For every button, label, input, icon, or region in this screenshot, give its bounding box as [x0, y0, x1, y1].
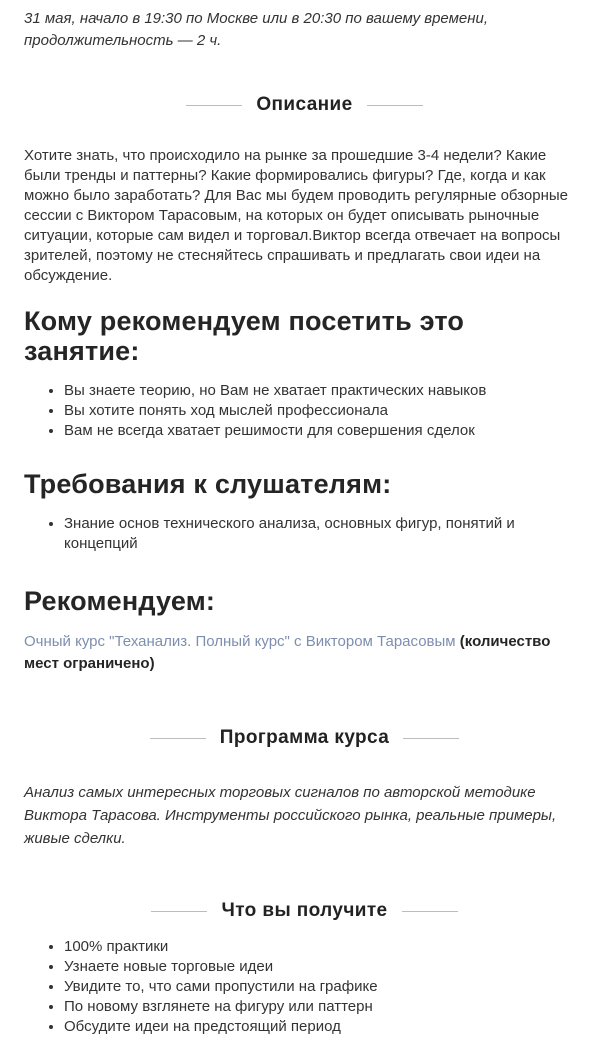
list-item: • Увидите то, что сами пропустили на графике	[64, 977, 585, 997]
description-header-title: Описание	[256, 94, 353, 115]
limited-seats-note: (количество мест ограничено)	[24, 633, 551, 672]
divider-line-right	[402, 911, 458, 912]
list-item: • Вам не всегда хватает решимости для совершения сделок	[64, 421, 585, 441]
program-paragraph: Анализ самых интересных торговых сигналов по авторской методике Виктора Тарасова. Инструменты российского рынка, реальные примеры, живые сделки.	[24, 784, 557, 847]
heading-recommend: Рекомендуем:	[24, 586, 216, 616]
who-should-attend-list	[24, 381, 585, 441]
section-header-benefits	[24, 900, 585, 922]
divider-line-left	[151, 911, 207, 912]
list-item: • Обсудите идеи на предстоящий период	[64, 1017, 585, 1037]
recommended-course-line	[24, 631, 585, 675]
session-schedule-text: 31 мая, начало в 19:30 по Москве или в 20:30 по вашему времени, продолжительность — 2 ч.	[24, 10, 488, 49]
divider-line-left	[186, 105, 242, 106]
benefits-list	[24, 937, 585, 1037]
list-item: • Вы хотите понять ход мыслей профессионала	[64, 401, 585, 421]
section-header-program	[24, 727, 585, 749]
description-paragraph: Хотите знать, что происходило на рынке за прошедшие 3-4 недели? Какие были тренды и паттерны? Какие формировались фигуры? Где, когда и как можно было заработать? Для Вас мы будем проводить регулярные обзорные сессии с Виктором Тарасовым, на которых он будет описывать рыночные ситуации, которые сам видел и торговал.Виктор всегда отвечает на вопросы зрителей, поэтому не стесняйтесь спрашивать и предлагать свои идеи на обсуждение.	[24, 147, 568, 284]
divider-line-right	[403, 738, 459, 739]
program-header-title: Программа курса	[219, 727, 390, 748]
requirements-list	[24, 514, 585, 554]
list-item: • Узнаете новые торговые идеи	[64, 957, 585, 977]
heading-who-should-attend: Кому рекомендуем посетить это занятие:	[24, 306, 465, 366]
benefits-header-title: Что вы получите	[221, 900, 388, 921]
list-item: • 100% практики	[64, 937, 585, 957]
technical-analysis-course-link[interactable]: Очный курс "Теханализ. Полный курс" с Виктором Тарасовым	[24, 633, 456, 650]
list-item: • Знание основ технического анализа, основных фигур, понятий и концепций	[64, 514, 585, 554]
divider-line-left	[150, 738, 206, 739]
section-header-description	[24, 94, 585, 116]
list-item: • Вы знаете теорию, но Вам не хватает практических навыков	[64, 381, 585, 401]
list-item: • По новому взглянете на фигуру или паттерн	[64, 997, 585, 1017]
divider-line-right	[367, 105, 423, 106]
heading-requirements: Требования к слушателям:	[24, 469, 392, 499]
